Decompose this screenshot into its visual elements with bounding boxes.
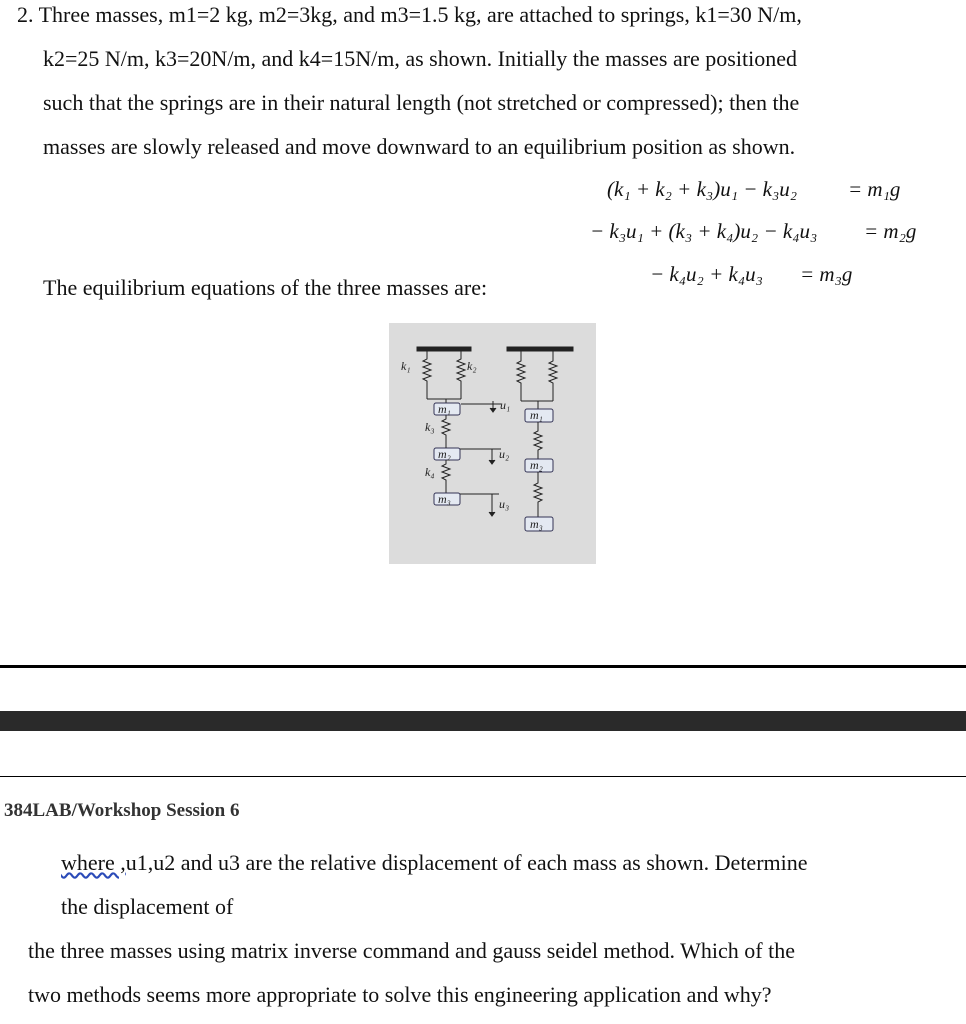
continuation-line-1-rest: u1,u2 and u3 are the relative displacement of each mass as shown. Determine — [125, 850, 808, 875]
left-ceiling — [417, 347, 471, 351]
equation-3-rhs: = m₃g — [800, 262, 853, 286]
right-ceiling — [507, 347, 573, 351]
equation-2-rhs: = m₂g — [864, 219, 917, 243]
continuation-line-3: the three masses using matrix inverse command and gauss seidel method. Which of the — [28, 938, 795, 963]
label-m2-left: m₂ — [438, 447, 451, 461]
label-u2: u₂ — [499, 447, 510, 461]
where-word: where , — [61, 850, 126, 875]
problem-line-2: k2=25 N/m, k3=20N/m, and k4=15N/m, as shown. Initially the masses are positioned — [43, 46, 797, 71]
label-m2-right: m₂ — [530, 458, 543, 472]
spring-k1-right — [517, 351, 525, 401]
spring-mass-figure — [389, 323, 596, 564]
label-u1: u₁ — [500, 398, 511, 412]
spring-k4-left — [442, 460, 450, 493]
label-k4: k₄ — [425, 465, 435, 479]
continuation-line-4: two methods seems more appropriate to solve this engineering application and why? — [28, 982, 772, 1007]
continuation-text — [0, 841, 966, 1017]
equilibrium-label: The equilibrium equations of the three masses are: — [43, 275, 488, 300]
label-k3: k₃ — [425, 420, 435, 434]
session-header: 384LAB/Workshop Session 6 — [4, 800, 240, 821]
problem-statement — [0, 0, 966, 169]
spring-k1 — [423, 351, 431, 399]
continuation-line-1 — [0, 841, 966, 885]
label-k2: k₂ — [467, 359, 477, 373]
spring-k3-left — [442, 415, 450, 439]
divider-top — [0, 665, 966, 668]
spring-k4-right — [534, 472, 542, 517]
label-m3-right: m₃ — [530, 517, 543, 531]
equation-1-lhs: (k₁ + k₂ + k₃)u₁ − k₃u₂ — [607, 177, 798, 201]
continuation-line-2: the displacement of — [61, 894, 234, 919]
equation-3-lhs: − k₄u₂ + k₄u₃ — [650, 262, 763, 286]
label-m3-left: m₃ — [438, 492, 451, 506]
label-k1: k₁ — [401, 359, 411, 373]
problem-line-3: such that the springs are in their natural length (not stretched or compressed); then the — [43, 90, 800, 115]
divider-bottom — [0, 776, 966, 777]
spring-mass-diagram — [389, 323, 596, 564]
spring-k2 — [457, 351, 465, 399]
equation-1-rhs: = m₁g — [848, 177, 901, 201]
label-u3: u₃ — [499, 497, 510, 511]
problem-line-4: masses are slowly released and move downward to an equilibrium position as shown. — [43, 134, 796, 159]
problem-line-1: 2. Three masses, m1=2 kg, m2=3kg, and m3=1.5 kg, are attached to springs, k1=30 N/m, — [17, 2, 802, 27]
spring-k2-right — [549, 351, 557, 401]
equation-2-lhs: − k₃u₁ + (k₃ + k₄)u₂ − k₄u₃ — [590, 219, 818, 243]
page-break-bar — [0, 711, 966, 731]
label-m1-left: m₁ — [438, 402, 451, 416]
spring-k3-right — [534, 422, 542, 459]
label-m1-right: m₁ — [530, 408, 543, 422]
